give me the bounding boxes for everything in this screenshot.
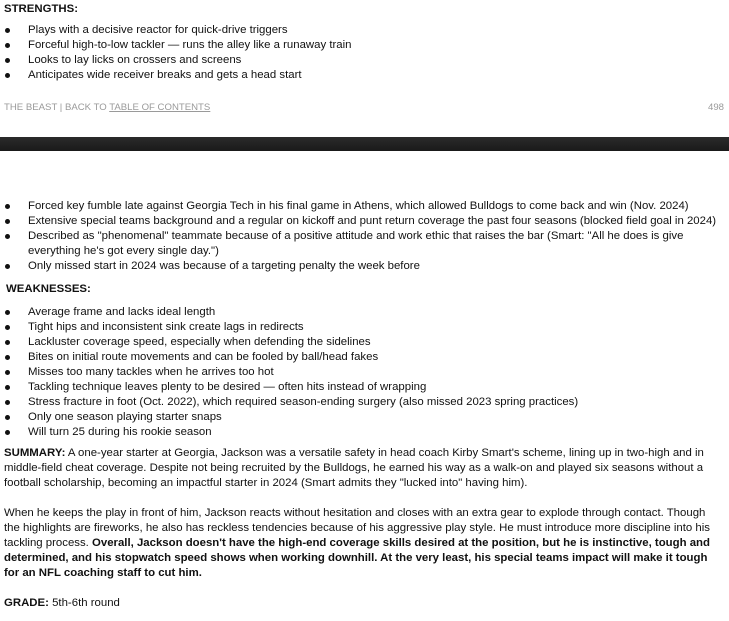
list-item: Lackluster coverage speed, especially when defending the sidelines <box>4 335 724 350</box>
evaluation-text: When he keeps the play in front of him, Jackson reacts without hesitation and closes with an extra gear to explode through contact. Though the highlights are fireworks, he also has reckless tendencies because of his aggressive play style. He must introduce more discipline into his tackling process. <box>4 507 710 549</box>
list-item: Only one season playing starter snaps <box>4 410 724 425</box>
list-item: Forceful high-to-low tackler — runs the alley like a runaway train <box>4 38 722 53</box>
summary-label: SUMMARY: <box>4 447 66 459</box>
list-item: Plays with a decisive reactor for quick-drive triggers <box>4 23 722 38</box>
evaluation-paragraph <box>4 506 724 581</box>
list-item: Looks to lay licks on crossers and screens <box>4 53 722 68</box>
continued-strengths-list <box>4 199 724 274</box>
grade-line <box>4 596 724 611</box>
list-item: Anticipates wide receiver breaks and gets a head start <box>4 68 722 83</box>
table-of-contents-link[interactable]: TABLE OF CONTENTS <box>109 102 211 113</box>
list-item: Tackling technique leaves plenty to be desired — often hits instead of wrapping <box>4 380 724 395</box>
grade-label: GRADE: <box>4 597 49 609</box>
list-item: Forced key fumble late against Georgia Tech in his final game in Athens, which allowed Bulldogs to come back and win (Nov. 2024) <box>4 199 724 214</box>
grade-value: 5th-6th round <box>48 597 120 609</box>
continued-section <box>4 199 724 611</box>
list-item: Stress fracture in foot (Oct. 2022), which required season-ending surgery (also missed 2023 spring practices) <box>4 395 724 410</box>
summary-paragraph <box>4 446 724 491</box>
strengths-heading: STRENGTHS: <box>4 3 79 15</box>
list-item: Will turn 25 during his rookie season <box>4 425 724 440</box>
page-separator <box>0 137 729 151</box>
strengths-list <box>4 23 722 83</box>
page-number: 498 <box>707 102 724 113</box>
page-footer <box>4 102 724 114</box>
list-item: Only missed start in 2024 was because of a targeting penalty the week before <box>4 259 724 274</box>
weaknesses-heading: WEAKNESSES: <box>6 283 91 295</box>
list-item: Described as "phenomenal" teammate because of a positive attitude and work ethic that raises the bar (Smart: "All he does is give everything he's got every single day.") <box>4 229 724 259</box>
list-item: Tight hips and inconsistent sink create lags in redirects <box>4 320 724 335</box>
list-item: Bites on initial route movements and can be fooled by ball/head fakes <box>4 350 724 365</box>
list-item: Average frame and lacks ideal length <box>4 305 724 320</box>
list-item: Extensive special teams background and a regular on kickoff and punt return coverage the past four seasons (blocked field goal in 2024) <box>4 214 724 229</box>
evaluation-bold-text: Overall, Jackson doesn't have the high-end coverage skills desired at the position, but he is instinctive, tough and determined, and his stopwatch speed shows when working downhill. At the very least, his special teams impact will make it tough for an NFL coaching staff to cut him. <box>4 537 710 579</box>
strengths-section <box>4 2 722 83</box>
footer-prefix: THE BEAST | BACK TO <box>4 102 110 113</box>
list-item: Misses too many tackles when he arrives too hot <box>4 365 724 380</box>
summary-text: A one-year starter at Georgia, Jackson was a versatile safety in head coach Kirby Smart's scheme, lining up in two-high and in middle-field cheat coverage. Despite not being recruited by the Bulldogs, he earned his way as a walk-on and played six seasons without a football scholarship, becoming an impactful starter in 2024 (Smart admits they "lucked into" having him). <box>4 447 704 489</box>
weaknesses-list <box>4 305 724 440</box>
